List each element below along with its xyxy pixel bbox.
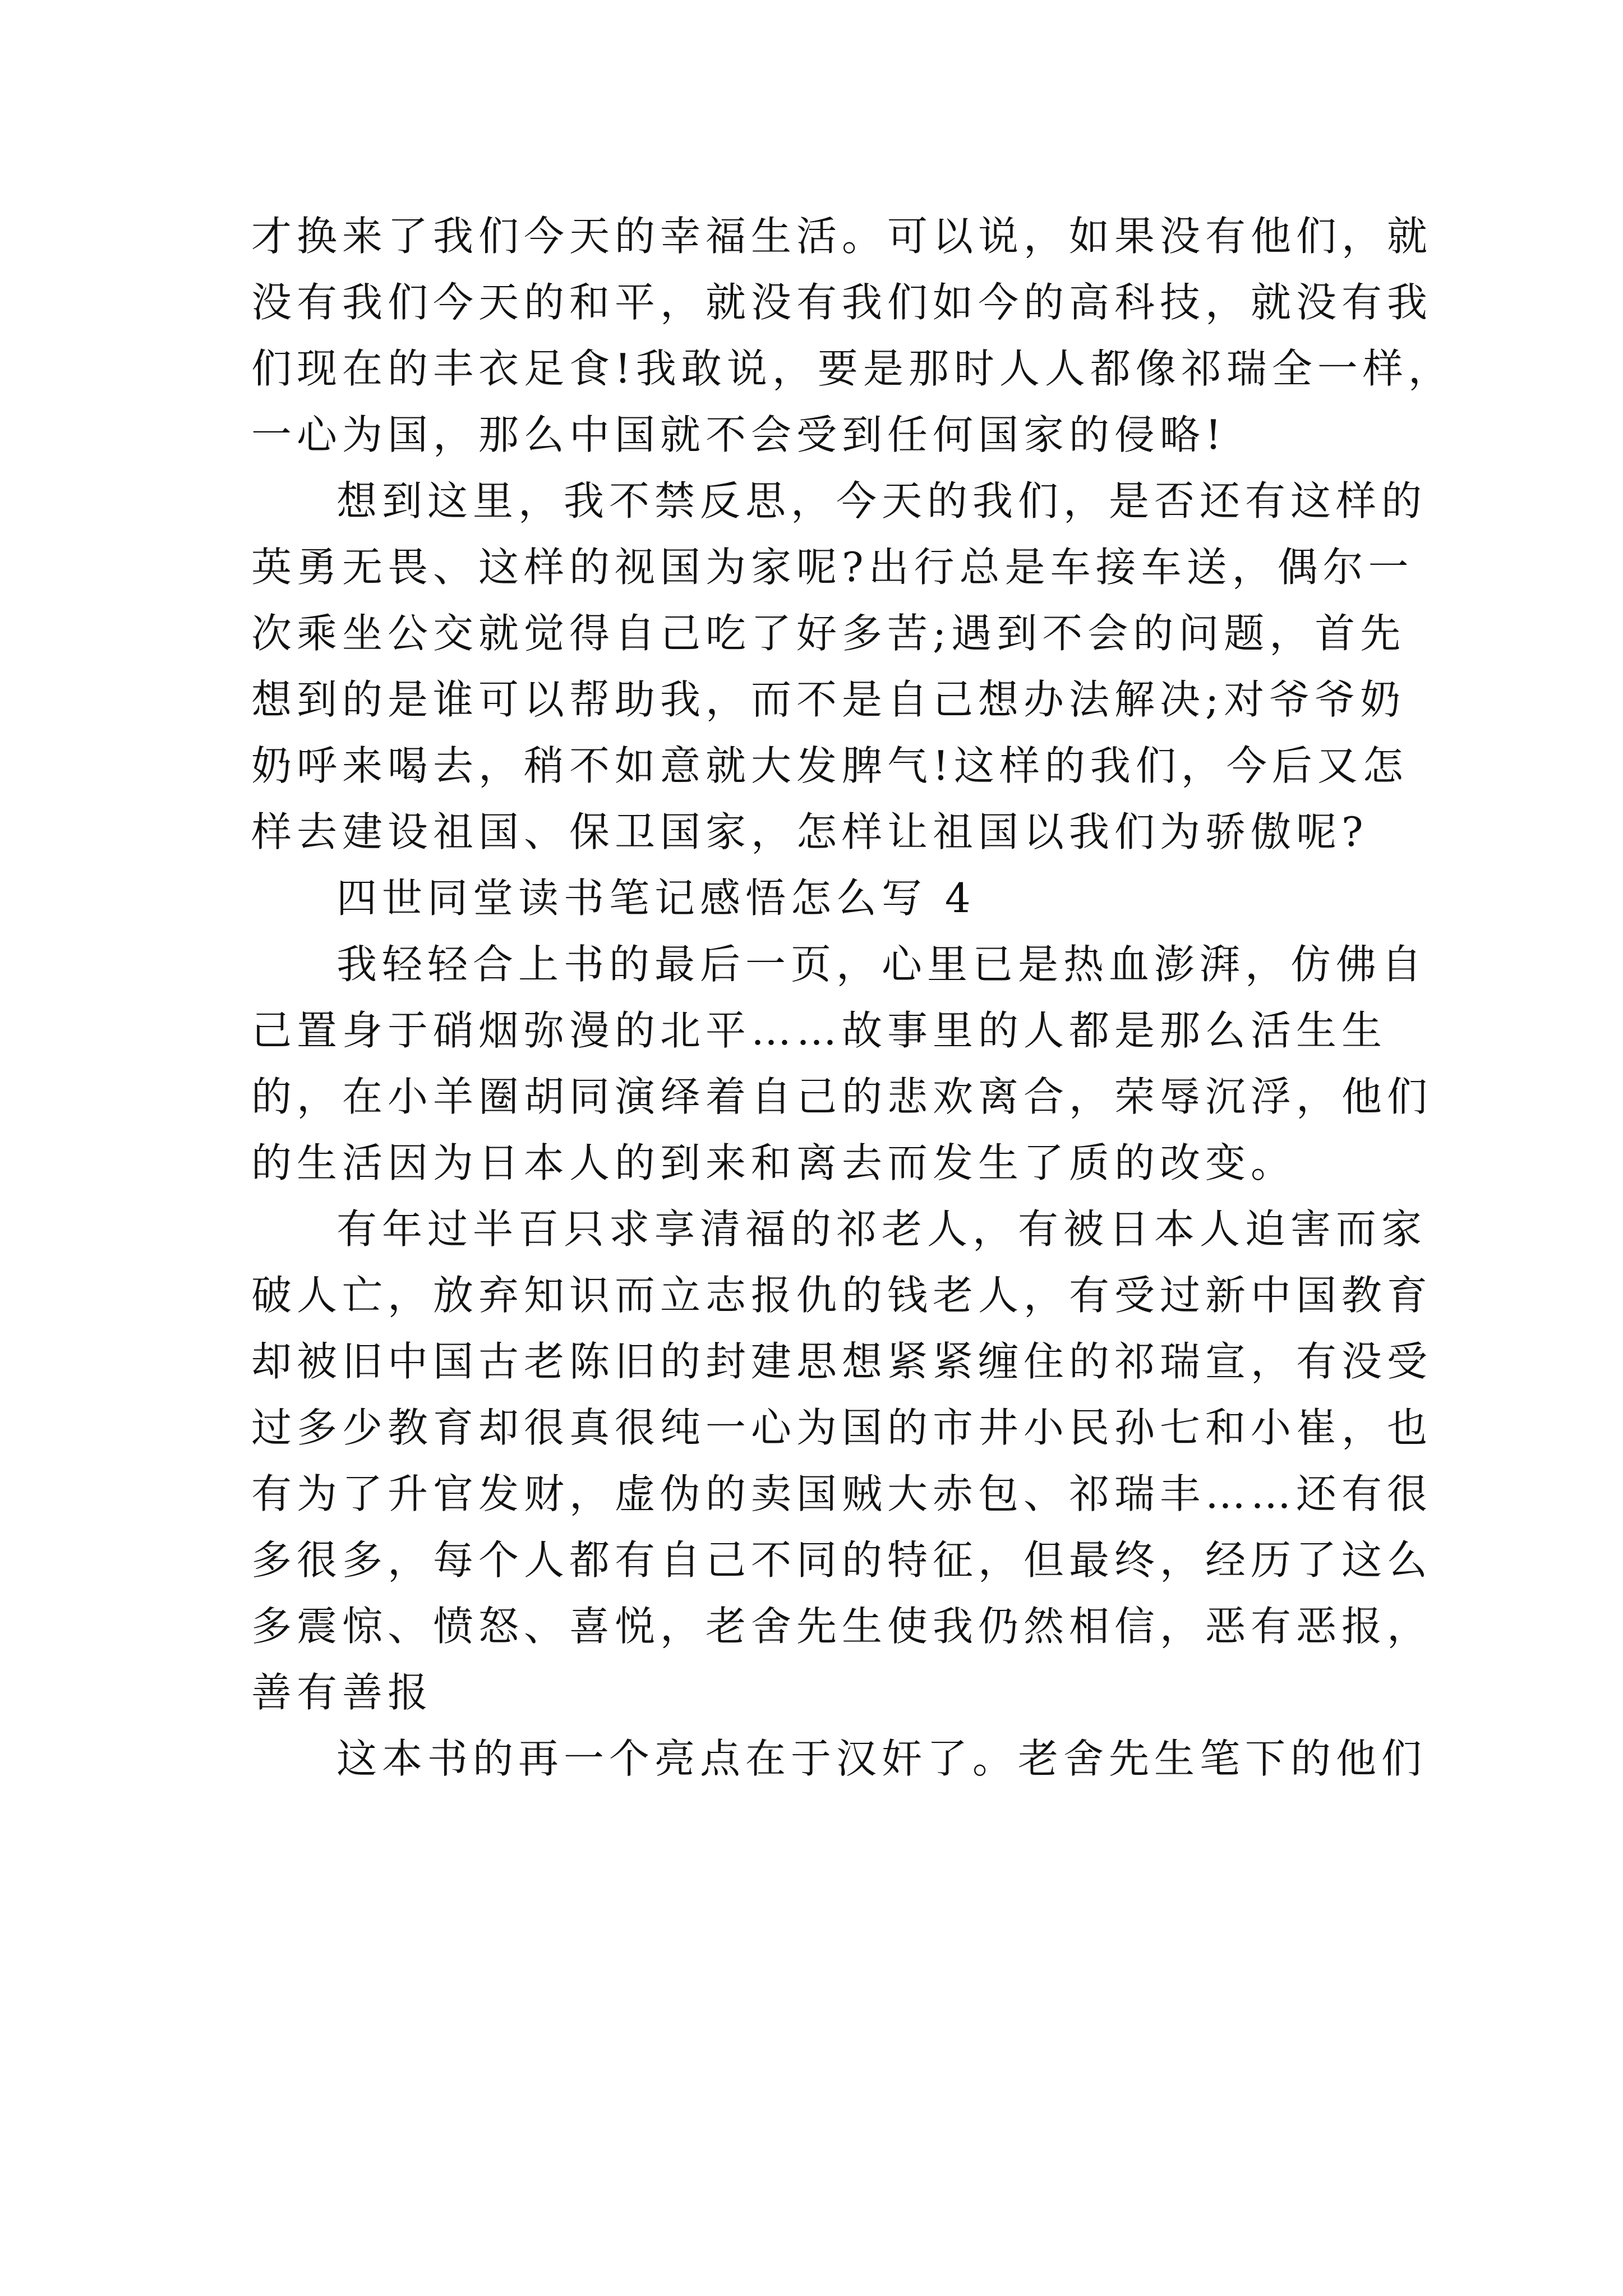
text-line: 才换来了我们今天的幸福生活。可以说，如果没有他们，就 [251, 213, 1433, 260]
text-line: 一心为国，那么中国就不会受到任何国家的侵略! [251, 411, 1227, 458]
text-line: 的，在小羊圈胡同演绎着自己的悲欢离合，荣辱沉浮，他们 [251, 1073, 1433, 1120]
document-body [251, 203, 1454, 1792]
text-line: 却被旧中国古老陈旧的封建思想紧紧缠住的祁瑞宣，有没受 [251, 1338, 1433, 1385]
text-line: 想到的是谁可以帮助我，而不是自己想办法解决;对爷爷奶 [251, 676, 1406, 723]
text-line: 样去建设祖国、保卫国家，怎样让祖国以我们为骄傲呢? [251, 808, 1368, 855]
section-heading: 四世同堂读书笔记感悟怎么写 4 [336, 875, 976, 922]
text-line: 有年过半百只求享清福的祁老人，有被日本人迫害而家 [336, 1205, 1427, 1253]
text-line: 次乘坐公交就觉得自己吃了好多苦;遇到不会的问题，首先 [251, 610, 1406, 657]
text-line: 善有善报 [251, 1669, 434, 1716]
text-line: 们现在的丰衣足食!我敢说，要是那时人人都像祁瑞全一样， [251, 345, 1454, 392]
text-line: 没有我们今天的和平，就没有我们如今的高科技，就没有我 [251, 279, 1433, 326]
text-line: 这本书的再一个亮点在于汉奸了。老舍先生笔下的他们 [336, 1735, 1427, 1782]
text-line: 多很多，每个人都有自己不同的特征，但最终，经历了这么 [251, 1536, 1433, 1584]
text-line: 奶呼来喝去，稍不如意就大发脾气!这样的我们，今后又怎 [251, 742, 1408, 789]
text-line: 破人亡，放弃知识而立志报仇的钱老人，有受过新中国教育 [251, 1272, 1433, 1319]
text-line: 英勇无畏、这样的视国为家呢?出行总是车接车送，偶尔一 [251, 544, 1414, 591]
text-line: 我轻轻合上书的最后一页，心里已是热血澎湃，仿佛自 [336, 941, 1427, 988]
text-line: 多震惊、愤怒、喜悦，老舍先生使我仍然相信，恶有恶报， [251, 1603, 1433, 1650]
text-line: 己置身于硝烟弥漫的北平……故事里的人都是那么活生生 [251, 1007, 1387, 1054]
text-line: 有为了升官发财，虚伪的卖国贼大赤包、祁瑞丰……还有很 [251, 1470, 1433, 1517]
text-line: 的生活因为日本人的到来和离去而发生了质的改变。 [251, 1139, 1297, 1186]
text-line: 过多少教育却很真很纯一心为国的市井小民孙七和小崔，也 [251, 1404, 1433, 1451]
text-line: 想到这里，我不禁反思，今天的我们，是否还有这样的 [336, 477, 1427, 524]
